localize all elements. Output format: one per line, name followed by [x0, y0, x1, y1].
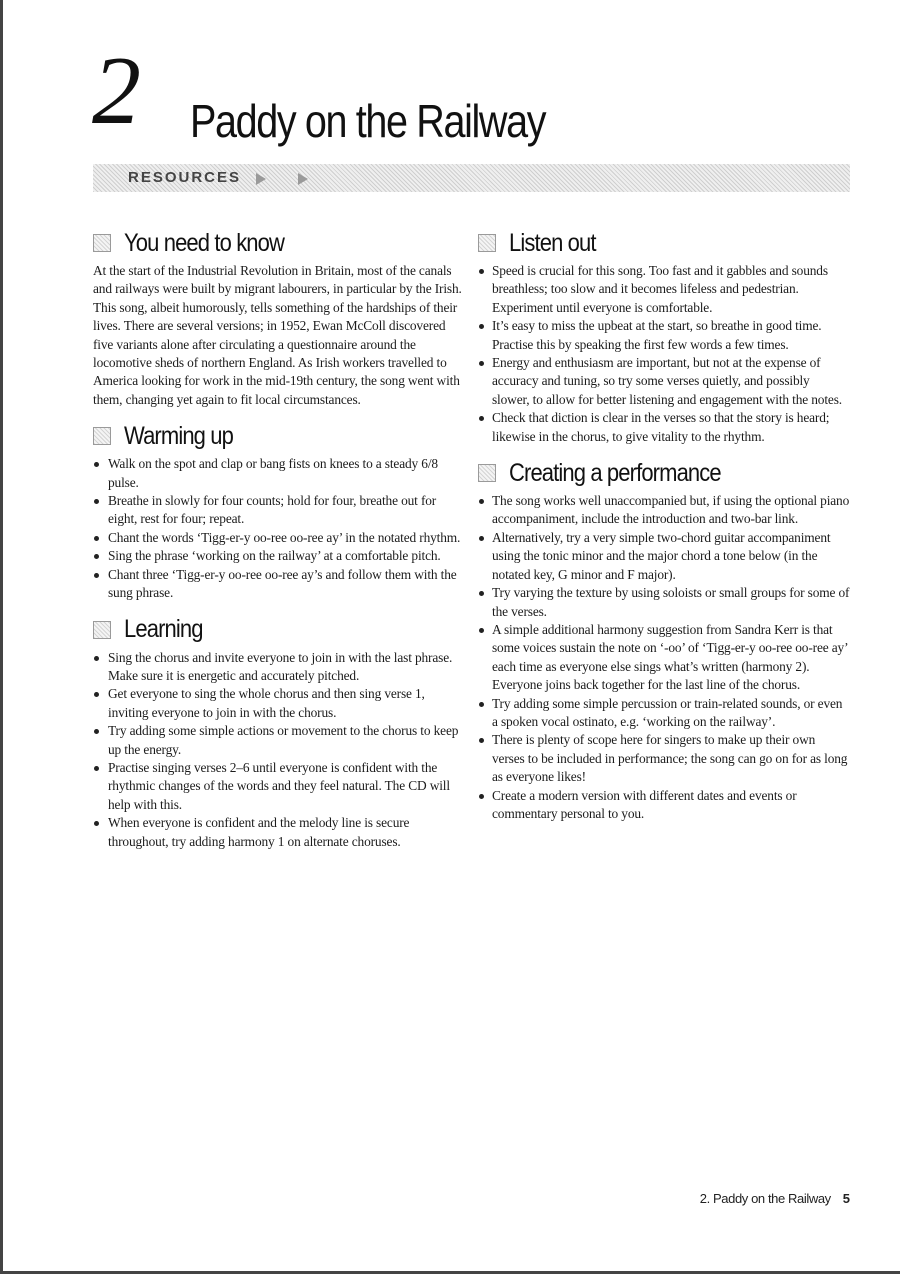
section-heading [478, 458, 850, 488]
list-item: Breathe in slowly for four counts; hold for four, breathe out for eight, rest for four; repeat. [93, 492, 465, 529]
section-title: Learning [124, 615, 203, 643]
list-item: Chant the words ‘Tigg-er-y oo-ree oo-ree ay’ in the notated rhythm. [93, 529, 465, 547]
list-item: Get everyone to sing the whole chorus and then sing verse 1, inviting everyone to join in with the chorus. [93, 685, 465, 722]
list-item: Try varying the texture by using soloists or small groups for some of the verses. [478, 584, 850, 621]
list-item: Try adding some simple actions or movement to the chorus to keep up the energy. [93, 722, 465, 759]
section-title: Listen out [509, 228, 596, 257]
list-item: Chant three ‘Tigg-er-y oo-ree oo-ree ay’s and follow them with the sung phrase. [93, 566, 465, 603]
list-item: There is plenty of scope here for singers to make up their own verses to be included in performance; the song can go on for as long as everyone likes! [478, 731, 850, 786]
section-heading [93, 615, 465, 645]
running-footer-title: 2. Paddy on the Railway [699, 1191, 831, 1206]
checkbox-square-icon [478, 234, 496, 252]
resources-banner [93, 164, 850, 192]
page-number: 5 [842, 1191, 850, 1206]
list-item: Walk on the spot and clap or bang fists on knees to a steady 6/8 pulse. [93, 455, 465, 492]
section-title: Creating a performance [509, 458, 721, 487]
chapter-number: 2 [92, 37, 141, 145]
section-warming-up [93, 421, 465, 602]
list-item: Check that diction is clear in the verses so that the story is heard; likewise in the chorus, to give vitality to the rhythm. [478, 409, 850, 446]
checkbox-square-icon [93, 621, 111, 639]
page-border-left [0, 0, 3, 1274]
chapter-title: Paddy on the Railway [190, 95, 546, 147]
section-creating-a-performance [478, 458, 850, 823]
left-column [93, 228, 465, 863]
list-item: Sing the chorus and invite everyone to join in with the last phrase. Make sure it is energetic and accurately pitched. [93, 649, 465, 686]
list-item: Sing the phrase ‘working on the railway’ at a comfortable pitch. [93, 547, 465, 565]
bullet-list [478, 492, 850, 823]
bullet-list [93, 649, 465, 851]
list-item: It’s easy to miss the upbeat at the start, so breathe in good time. Practise this by speaking the first few words a few times. [478, 317, 850, 354]
list-item: Alternatively, try a very simple two-chord guitar accompaniment using the tonic minor and the major chord a tone below (in the notated key, G minor and F major). [478, 529, 850, 584]
list-item: Practise singing verses 2–6 until everyone is confident with the rhythmic changes of the words and they feel natural. The CD will help with this. [93, 759, 465, 814]
list-item: Speed is crucial for this song. Too fast and it gabbles and sounds breathless; too slow and it becomes lifeless and pedestrian. Experiment until everyone is comfortable. [478, 262, 850, 317]
right-column [478, 228, 850, 835]
resources-label: RESOURCES [128, 169, 242, 186]
bullet-list [93, 455, 465, 602]
section-learning [93, 615, 465, 851]
section-paragraph: At the start of the Industrial Revolution in Britain, most of the canals and railways were built by migrant labourers, in particular by the Irish. This song, albeit humorously, tells something of the hardships of their lives. There are several versions; in 1952, Ewan McColl discovered five variants alone after circulating a questionnaire around the locomotive sheds of northern England. As Irish workers travelled to America looking for work in the mid-19th century, the song went with them, changing yet again to fit local circumstances. [93, 263, 462, 407]
section-heading [478, 228, 850, 258]
section-title: Warming up [124, 421, 233, 450]
page-footer [700, 1191, 850, 1206]
section-title: You need to know [124, 228, 285, 257]
list-item: Create a modern version with different dates and events or commentary personal to you. [478, 787, 850, 824]
arrow-right-icon [298, 173, 308, 185]
list-item: The song works well unaccompanied but, if using the optional piano accompaniment, include the introduction and two-bar link. [478, 492, 850, 529]
arrow-right-icon [256, 173, 266, 185]
checkbox-square-icon [93, 234, 111, 252]
section-you-need-to-know [93, 228, 465, 409]
list-item: When everyone is confident and the melody line is secure throughout, try adding harmony 1 on alternate choruses. [93, 814, 465, 851]
bullet-list [478, 262, 850, 446]
list-item: A simple additional harmony suggestion from Sandra Kerr is that some voices sustain the note on ‘-oo’ of ‘Tigg-er-y oo-ree oo-ree ay’ each time as everyone else sings what’s written (harmony 2). Everyone joins back together for the last line of the chorus. [478, 621, 850, 695]
checkbox-square-icon [93, 427, 111, 445]
list-item: Energy and enthusiasm are important, but not at the expense of accuracy and tuning, so try some verses quietly, and possibly slower, to allow for better listening and engagement with the notes. [478, 354, 850, 409]
section-listen-out [478, 228, 850, 446]
section-heading [93, 228, 465, 258]
checkbox-square-icon [478, 464, 496, 482]
list-item: Try adding some simple percussion or train-related sounds, or even a spoken vocal ostinato, e.g. ‘working on the railway’. [478, 695, 850, 732]
section-heading [93, 421, 465, 451]
